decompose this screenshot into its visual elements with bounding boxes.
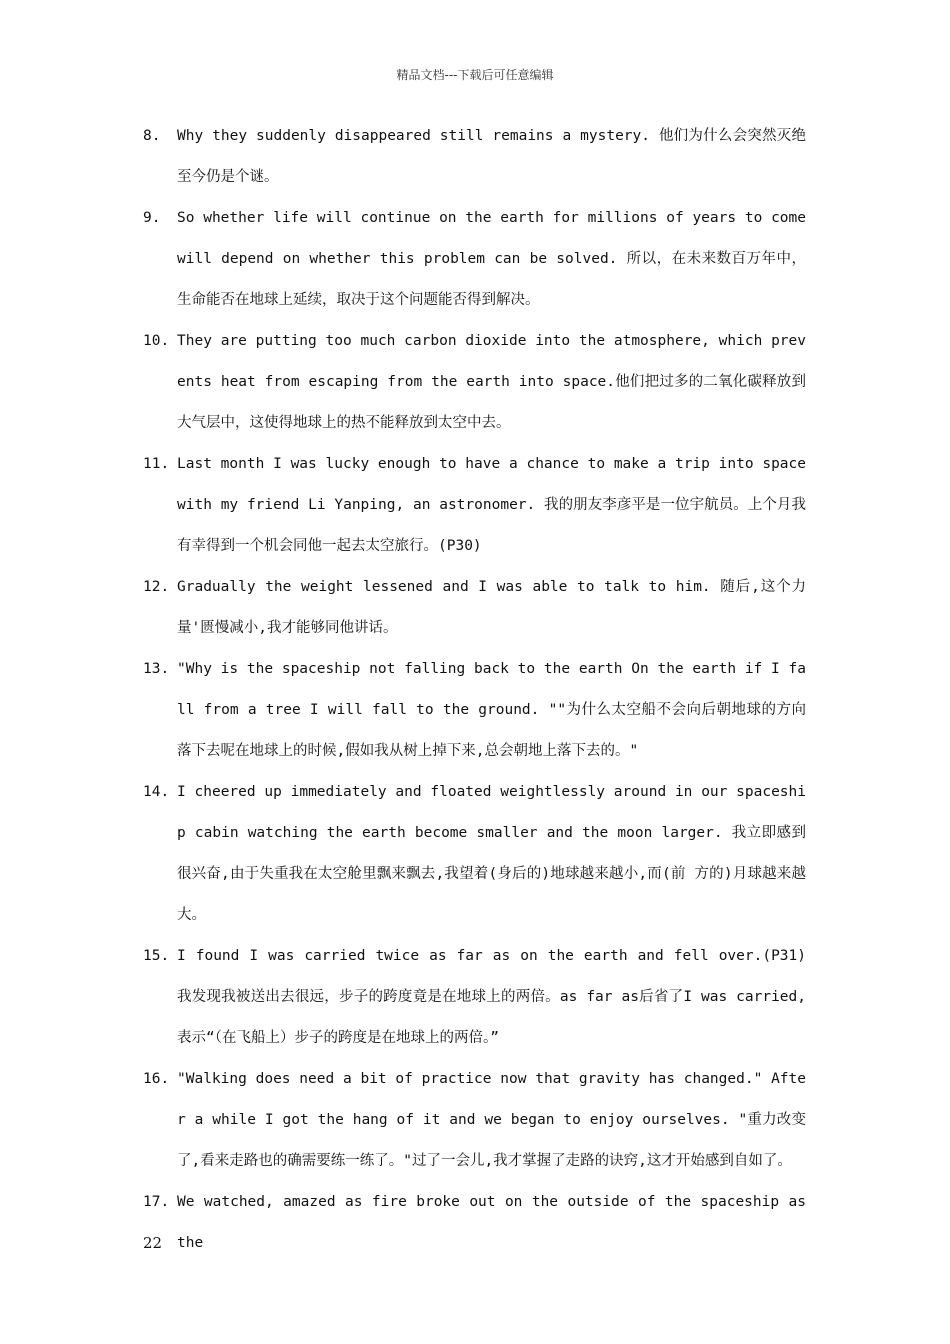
item-text: I found I was carried twice as far as on the earth and fell over.(P31) 我发现我被送出去很远，步子的跨度竟是在地球上的两倍。as far as后省了I was carried,表示“（在飞船上）步子的跨度是在地球上的两倍。”	[177, 948, 806, 1046]
item-number: 12.	[143, 579, 170, 595]
list-item	[0, 1059, 950, 1182]
item-text: "Why is the spaceship not falling back to the earth On the earth if I fall from a tree I will fall to the ground. ""为什么太空船不会向后朝地球的方向落下去呢在地球上的时候,假如我从树上掉下来,总会朝地上落下去的。"	[177, 661, 806, 759]
item-text: I cheered up immediately and floated weightlessly around in our spaceship cabin watching the earth become smaller and the moon larger. 我立即感到很兴奋,由于失重我在太空舱里飘来飘去,我望着(身后的)地球越来越小,而(前 方的)月球越来越大。	[177, 784, 806, 923]
item-text: Why they suddenly disappeared still remains a mystery. 他们为什么会突然灭绝至今仍是个谜。	[177, 128, 806, 185]
page-header: 精品文档---下载后可任意编辑	[396, 68, 554, 82]
list-item	[0, 936, 950, 1059]
item-number: 15.	[143, 948, 170, 964]
numbered-sentence-list	[0, 116, 950, 1264]
list-item	[0, 321, 950, 444]
list-item	[0, 116, 950, 198]
item-number: 11.	[143, 456, 170, 472]
item-text: Last month I was lucky enough to have a chance to make a trip into space with my friend Li Yanping, an astronomer. 我的朋友李彦平是一位宇航员。上个月我有幸得到一个机会同他一起去太空旅行。(P30)	[177, 456, 806, 554]
item-number: 17.	[143, 1194, 170, 1210]
item-number: 16.	[143, 1071, 170, 1087]
item-number: 8.	[143, 128, 161, 144]
item-number: 10.	[143, 333, 170, 349]
list-item	[0, 567, 950, 649]
item-text: They are putting too much carbon dioxide into the atmosphere, which prevents heat from escaping from the earth into space.他们把过多的二氧化碳释放到大气层中，这使得地球上的热不能释放到太空中去。	[177, 333, 806, 431]
item-number: 9.	[143, 210, 161, 226]
item-text: We watched, amazed as fire broke out on the outside of the spaceship as the	[177, 1194, 806, 1251]
item-text: Gradually the weight lessened and I was able to talk to him. 随后,这个力量'匮慢减小,我才能够同他讲话。	[177, 579, 806, 636]
page-number: 22	[143, 1234, 163, 1252]
list-item	[0, 649, 950, 772]
list-item	[0, 772, 950, 936]
item-text: "Walking does need a bit of practice now that gravity has changed." After a while I got the hang of it and we began to enjoy ourselves. "重力改变了,看来走路也的确需要练一练了。"过了一会儿,我才掌握了走路的诀窍,这才开始感到自如了。	[177, 1071, 806, 1169]
item-text: So whether life will continue on the earth for millions of years to come will depend on whether this problem can be solved. 所以，在未来数百万年中，生命能否在地球上延续，取决于这个问题能否得到解决。	[177, 210, 806, 308]
item-number: 13.	[143, 661, 170, 677]
list-item	[0, 198, 950, 321]
list-item	[0, 444, 950, 567]
item-number: 14.	[143, 784, 170, 800]
